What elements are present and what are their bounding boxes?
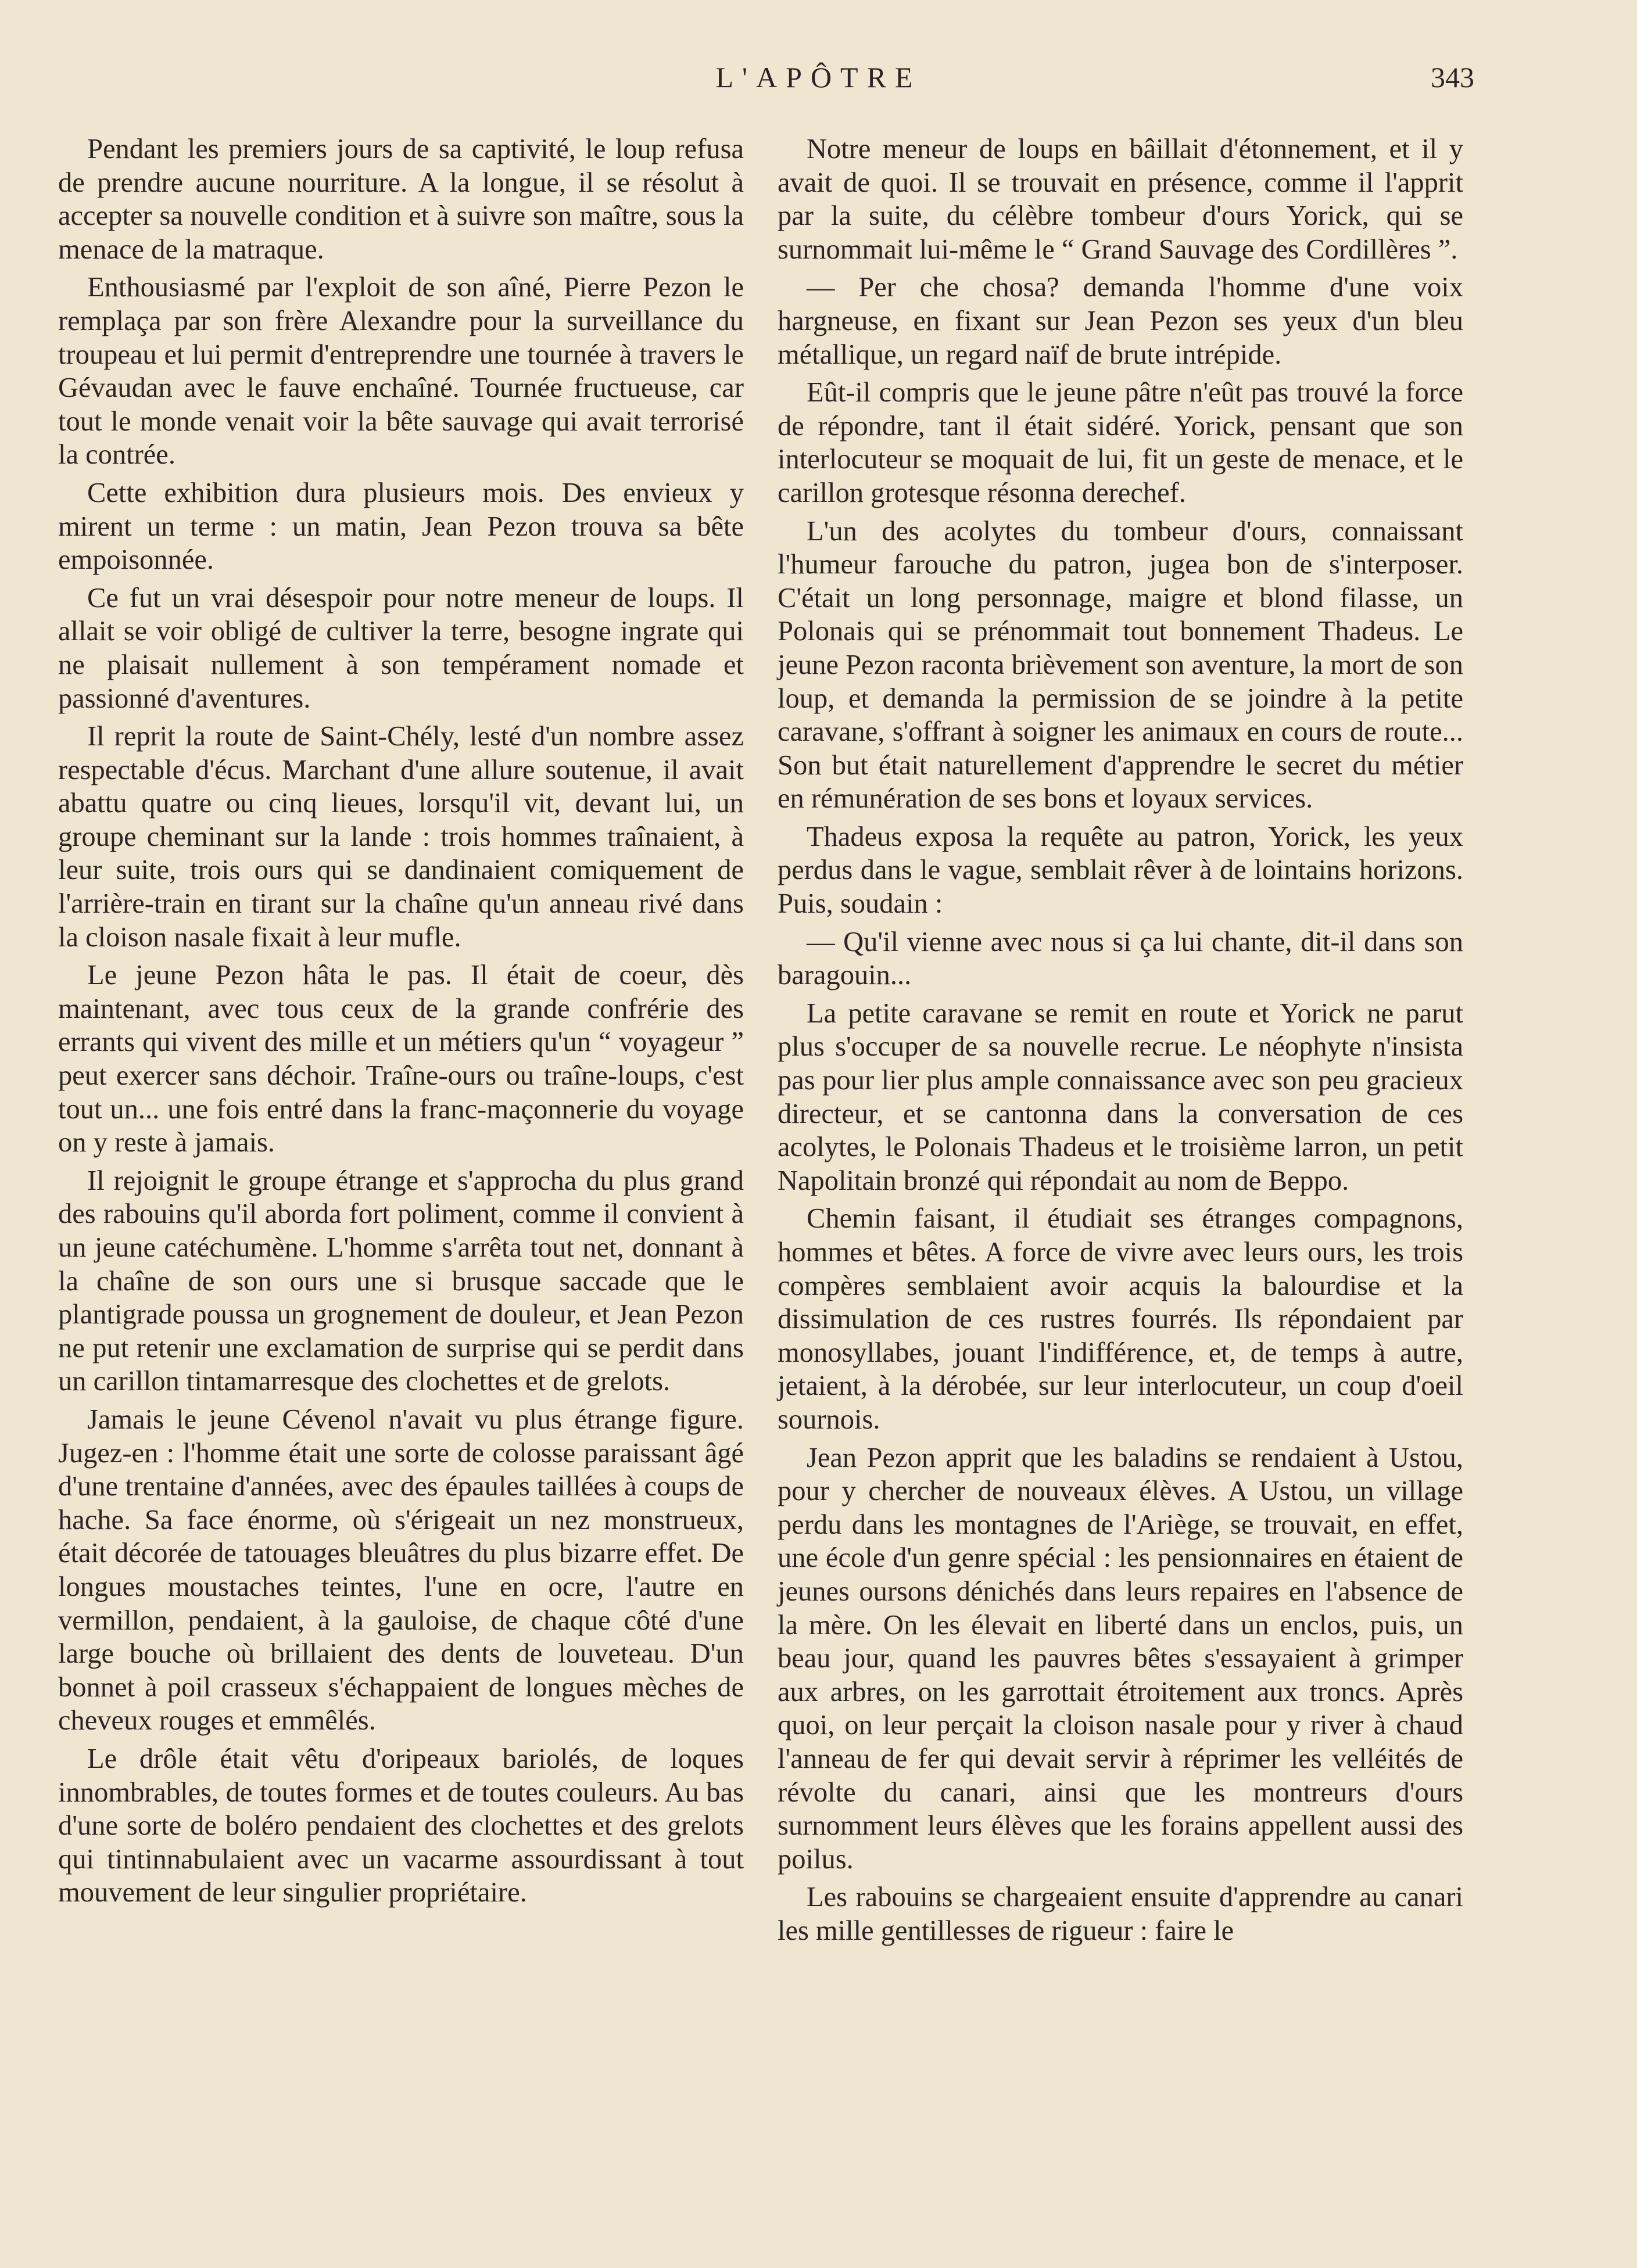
- paragraph: — Per che chosa? demanda l'homme d'une voix hargneuse, en fixant sur Jean Pezon ses yeux d'un bleu métallique, un regard naïf de brute intrépide.: [778, 272, 1463, 370]
- paragraph: Jamais le jeune Cévenol n'avait vu plus étrange figure. Jugez-en : l'homme était une sorte de colosse paraissant âgé d'une trentaine d'années, avec des épaules taillées à coups de hache. Sa face énorme, où s'érigeait un nez monstrueux, était décorée de tatouages bleuâtres du plus bizarre effet. De longues moustaches teintes, l'une en ocre, l'autre en vermillon, pendaient, à la gauloise, de chaque côté d'une large bouche où brillaient des dents de louveteau. D'un bonnet à poil crasseux s'échappaient de longues mèches de cheveux rouges et emmêlés.: [58, 1404, 744, 1736]
- paragraph: Le jeune Pezon hâta le pas. Il était de coeur, dès maintenant, avec tous ceux de la grande confrérie des errants qui vivent des mille et un métiers qu'un “ voyageur ” peut exercer sans déchoir. Traîne-ours ou traîne-loups, c'est tout un... une fois entré dans la franc-maçonnerie du voyage on y reste à jamais.: [58, 960, 744, 1158]
- paragraph: Chemin faisant, il étudiait ses étranges compagnons, hommes et bêtes. A force de vivre avec leurs ours, les trois compères semblaient avoir acquis la balourdise et la dissimulation de ces rustres fourrés. Ils répondaient par monosyllabes, jouant l'indifférence, et, de temps à autre, jetaient, à la dérobée, sur leur interlocuteur, un coup d'oeil sournois.: [778, 1203, 1463, 1435]
- paragraph: La petite caravane se remit en route et Yorick ne parut plus s'occuper de sa nouvelle recrue. Le néophyte n'insista pas pour lier plus ample connaissance avec son peu gracieux directeur, et se cantonna dans la conversation de ces acolytes, le Polonais Thadeus et le troisième larron, un petit Napolitain bronzé qui répondait au nom de Beppo.: [778, 997, 1463, 1196]
- paragraph: Ce fut un vrai désespoir pour notre meneur de loups. Il allait se voir obligé de cultiver la terre, besogne ingrate qui ne plaisait nullement à son tempérament nomade et passionné d'aventures.: [58, 582, 744, 714]
- paragraph: Cette exhibition dura plusieurs mois. Des envieux y mirent un terme : un matin, Jean Pezon trouva sa bête empoisonnée.: [58, 477, 744, 576]
- paragraph: Notre meneur de loups en bâillait d'étonnement, et il y avait de quoi. Il se trouvait en présence, comme il l'apprit par la suite, du célèbre tombeur d'ours Yorick, qui se surnommait lui-même le “ Grand Sauvage des Cordillères ”.: [778, 134, 1463, 265]
- right-column: [778, 132, 1463, 1952]
- paragraph: Les rabouins se chargeaient ensuite d'apprendre au canari les mille gentillesses de rigueur : faire le: [778, 1882, 1463, 1946]
- paragraph: L'un des acolytes du tombeur d'ours, connaissant l'humeur farouche du patron, jugea bon de s'interposer. C'était un long personnage, maigre et blond filasse, un Polonais qui se prénommait tout bonnement Thadeus. Le jeune Pezon raconta brièvement son aventure, la mort de son loup, et demanda la permission de se joindre à la petite caravane, s'offrant à soigner les animaux en cours de route... Son but était naturellement d'apprendre le secret du métier en rémunération de ses bons et loyaux services.: [778, 515, 1463, 814]
- paragraph: Pendant les premiers jours de sa captivité, le loup refusa de prendre aucune nourriture. A la longue, il se résolut à accepter sa nouvelle condition et à suivre son maître, sous la menace de la matraque.: [58, 134, 744, 265]
- paragraph: Thadeus exposa la requête au patron, Yorick, les yeux perdus dans le vague, semblait rêver à de lointains horizons. Puis, soudain :: [778, 821, 1463, 920]
- paragraph: Enthousiasmé par l'exploit de son aîné, Pierre Pezon le remplaça par son frère Alexandre pour la surveillance du troupeau et lui permit d'entreprendre une tournée à travers le Gévaudan avec le fauve enchaîné. Tournée fructueuse, car tout le monde venait voir la bête sauvage qui avait terrorisé la contrée.: [58, 272, 744, 471]
- page-number: 343: [1431, 61, 1474, 94]
- paragraph: Il reprit la route de Saint-Chély, lesté d'un nombre assez respectable d'écus. Marchant d'une allure soutenue, il avait abattu quatre ou cinq lieues, lorsqu'il vit, devant lui, un groupe cheminant sur la lande : trois hommes traînaient, à leur suite, trois ours qui se dandinaient comiquement de l'arrière-train en tirant sur la chaîne qu'un anneau rivé dans la cloison nasale fixait à leur mufle.: [58, 721, 744, 953]
- paragraph: Jean Pezon apprit que les baladins se rendaient à Ustou, pour y chercher de nouveaux élèves. A Ustou, un village perdu dans les montagnes de l'Ariège, se trouvait, en effet, une école d'un genre spécial : les pensionnaires en étaient de jeunes oursons dénichés dans leurs repaires en l'absence de la mère. On les élevait en liberté dans un enclos, puis, un beau jour, quand les pauvres bêtes s'essayaient à grimper aux arbres, on les garrottait étroitement aux troncs. Après quoi, on leur perçait la cloison nasale pour y river à chaud l'anneau de fer qui devait servir à réprimer les velléités de révolte du canari, ainsi que les montreurs d'ours surnomment leurs élèves que les forains appellent aussi des poilus.: [778, 1442, 1463, 1875]
- paragraph: Eût-il compris que le jeune pâtre n'eût pas trouvé la force de répondre, tant il était sidéré. Yorick, pensant que son interlocuteur se moquait de lui, fit un geste de menace, et le carillon grotesque résonna derechef.: [778, 377, 1463, 508]
- running-header: L'APÔTRE: [715, 61, 922, 94]
- paragraph: Il rejoignit le groupe étrange et s'approcha du plus grand des rabouins qu'il aborda fort poliment, comme il convient à un jeune catéchumène. L'homme s'arrêta tout net, donnant à la chaîne de son ours une si brusque saccade que le plantigrade poussa un grognement de douleur, et Jean Pezon ne put retenir une exclamation de surprise qui se perdit dans un carillon tintamarresque des clochettes et de grelots.: [58, 1165, 744, 1397]
- paragraph: Le drôle était vêtu d'oripeaux bariolés, de loques innombrables, de toutes formes et de toutes couleurs. Au bas d'une sorte de boléro pendaient des clochettes et des grelots qui tintinnabulaient avec un vacarme assourdissant à tout mouvement de leur singulier propriétaire.: [58, 1743, 744, 1908]
- paragraph: — Qu'il vienne avec nous si ça lui chante, dit-il dans son baragouin...: [778, 926, 1463, 991]
- left-column: [58, 132, 744, 1914]
